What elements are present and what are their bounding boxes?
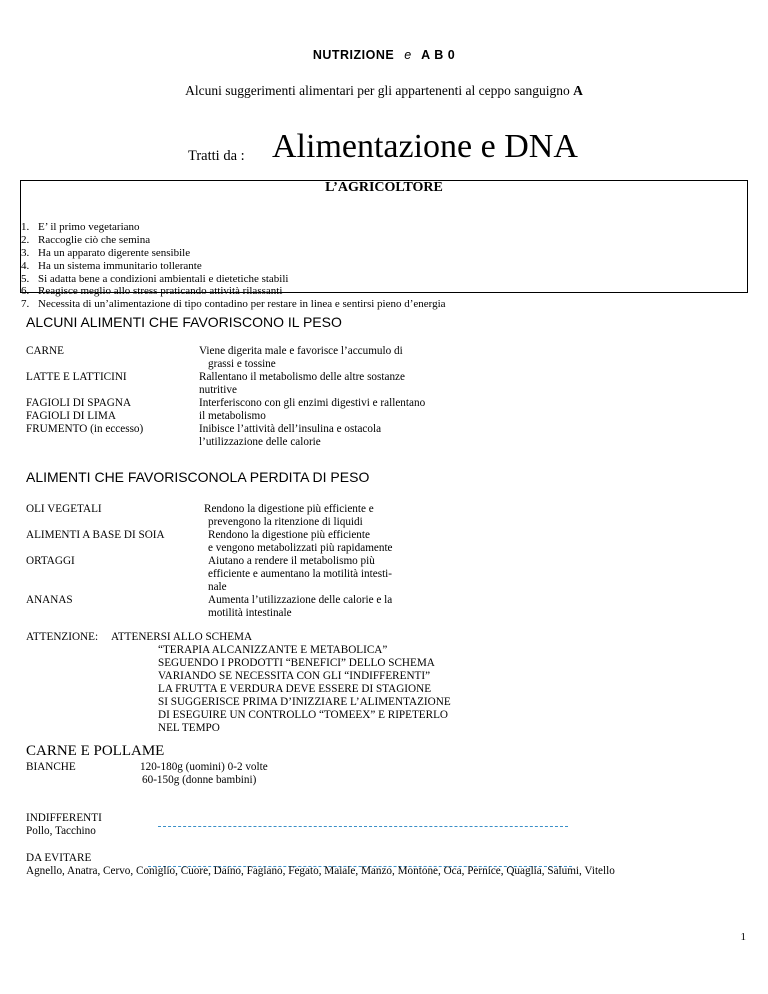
gain-desc-line: Inibisce l’attività dell’insulina e ostacola [199, 423, 382, 435]
attention-line: VARIANDO SE NECESSITA CON GLI “INDIFFERENTI” [158, 670, 431, 682]
trait-item: 3. Ha un apparato digerente sensibile [21, 246, 191, 259]
subtitle [0, 83, 768, 99]
gain-desc-line: Viene digerita male e favorisce l’accumulo di [199, 345, 403, 357]
food-wheat: FRUMENTO (in eccesso) [26, 423, 144, 435]
white-meat-label: BIANCHE [26, 761, 76, 773]
indifferent-label: INDIFFERENTI [26, 812, 102, 824]
gain-desc-line: il metabolismo [199, 410, 266, 422]
avoid-items: Agnello, Anatra, Cervo, Coniglio, Cuore, Daino, Fagiano, Fegato, Maiale, Manzo, Montone, Oca, Pernice, Quaglia, Salumi, Vitello [26, 865, 615, 877]
attention-line: SI SUGGERISCE PRIMA D’INIZZIARE L’ALIMENTAZIONE [158, 696, 451, 708]
trait-item: 1. E’ il primo vegetariano [21, 221, 140, 233]
gain-desc-line: Interferiscono con gli enzimi digestivi e rallentano [199, 397, 426, 409]
loss-desc-line: Aumenta l’utilizzazione delle calorie e la [208, 594, 393, 606]
traits-heading: L’AGRICOLTORE [325, 180, 443, 195]
meat-heading: CARNE E POLLAME [26, 743, 165, 759]
loss-desc-line: Aiutano a rendere il metabolismo più [208, 555, 375, 567]
traits-box [20, 180, 748, 311]
title-right: A B 0 [421, 48, 456, 62]
subtitle-text: Alcuni suggerimenti alimentari per gli appartenenti al ceppo sanguigno [185, 83, 574, 98]
attention-line: LA FRUTTA E VERDURA DEVE ESSERE DI STAGIONE [158, 683, 432, 695]
title-italic: e [404, 48, 412, 62]
weight-gain-heading: ALCUNI ALIMENTI CHE FAVORISCONO IL PESO [26, 314, 342, 330]
source-prefix: Tratti da : [188, 148, 245, 164]
attention-label: ATTENZIONE: [26, 631, 99, 643]
page-number: 1 [740, 931, 746, 943]
loss-desc-line: Rendono la digestione più efficiente e [204, 503, 374, 515]
document-title [0, 48, 768, 62]
avoid-label: DA EVITARE [26, 852, 92, 864]
white-meat-portion-men: 120-180g (uomini) 0-2 volte [140, 761, 268, 773]
food-lima-beans: FAGIOLI DI LIMA [26, 410, 116, 422]
attention-line: ATTENERSI ALLO SCHEMA [111, 631, 253, 643]
loss-desc-line: Rendono la digestione più efficiente [208, 529, 370, 541]
food-vegetable-oils: OLI VEGETALI [26, 503, 102, 515]
indifferent-dashed-line [158, 826, 568, 827]
attention-line: DI ESEGUIRE UN CONTROLLO “TOMEEX” E RIPETERLO [158, 709, 449, 721]
trait-item: 4. Ha un sistema immunitario tollerante [21, 259, 202, 272]
traits-list [21, 221, 446, 311]
indifferent-items: Pollo, Tacchino [26, 825, 96, 837]
source-title: Alimentazione e DNA [272, 128, 578, 165]
food-pineapple: ANANAS [26, 594, 73, 606]
trait-item: 5. Si adatta bene a condizioni ambientali e dietetiche stabili [21, 272, 289, 285]
loss-desc-line: e vengono metabolizzati più rapidamente [208, 542, 393, 554]
attention-line: SEGUENDO I PRODOTTI “BENEFICI” DELLO SCHEMA [158, 657, 435, 669]
title-left: NUTRIZIONE [312, 48, 395, 62]
food-kidney-beans: FAGIOLI DI SPAGNA [26, 397, 132, 409]
loss-desc-line: prevengono la ritenzione di liquidi [208, 516, 363, 528]
gain-desc-line: Rallentano il metabolismo delle altre sostanze [199, 371, 405, 383]
food-vegetables: ORTAGGI [26, 555, 75, 567]
gain-desc-line: grassi e tossine [208, 358, 276, 370]
attention-line: “TERAPIA ALCANIZZANTE E METABOLICA” [158, 644, 388, 656]
food-soy: ALIMENTI A BASE DI SOIA [26, 529, 165, 541]
loss-desc-line: motilità intestinale [208, 607, 292, 619]
trait-item: 6. Reagisce meglio allo stress praticando attività rilassanti [21, 285, 283, 298]
loss-desc-line: efficiente e aumentano la motilità intesti- [208, 568, 393, 580]
trait-item: 7. Necessita di un’alimentazione di tipo contadino per restare in linea e sentirsi pieno d’energia [21, 298, 446, 311]
gain-desc-line: l’utilizzazione delle calorie [199, 436, 321, 448]
subtitle-blood-type: A [573, 83, 583, 98]
attention-line: NEL TEMPO [158, 722, 220, 734]
white-meat-portion-women: 60-150g (donne bambini) [142, 774, 257, 786]
food-meat: CARNE [26, 345, 64, 357]
food-dairy: LATTE E LATTICINI [26, 371, 127, 383]
gain-desc-line: nutritive [199, 384, 237, 396]
trait-item: 2. Raccoglie ciò che semina [21, 233, 151, 246]
loss-desc-line: nale [208, 581, 227, 593]
weight-loss-heading: ALIMENTI CHE FAVORISCONOLA PERDITA DI PESO [26, 469, 370, 485]
